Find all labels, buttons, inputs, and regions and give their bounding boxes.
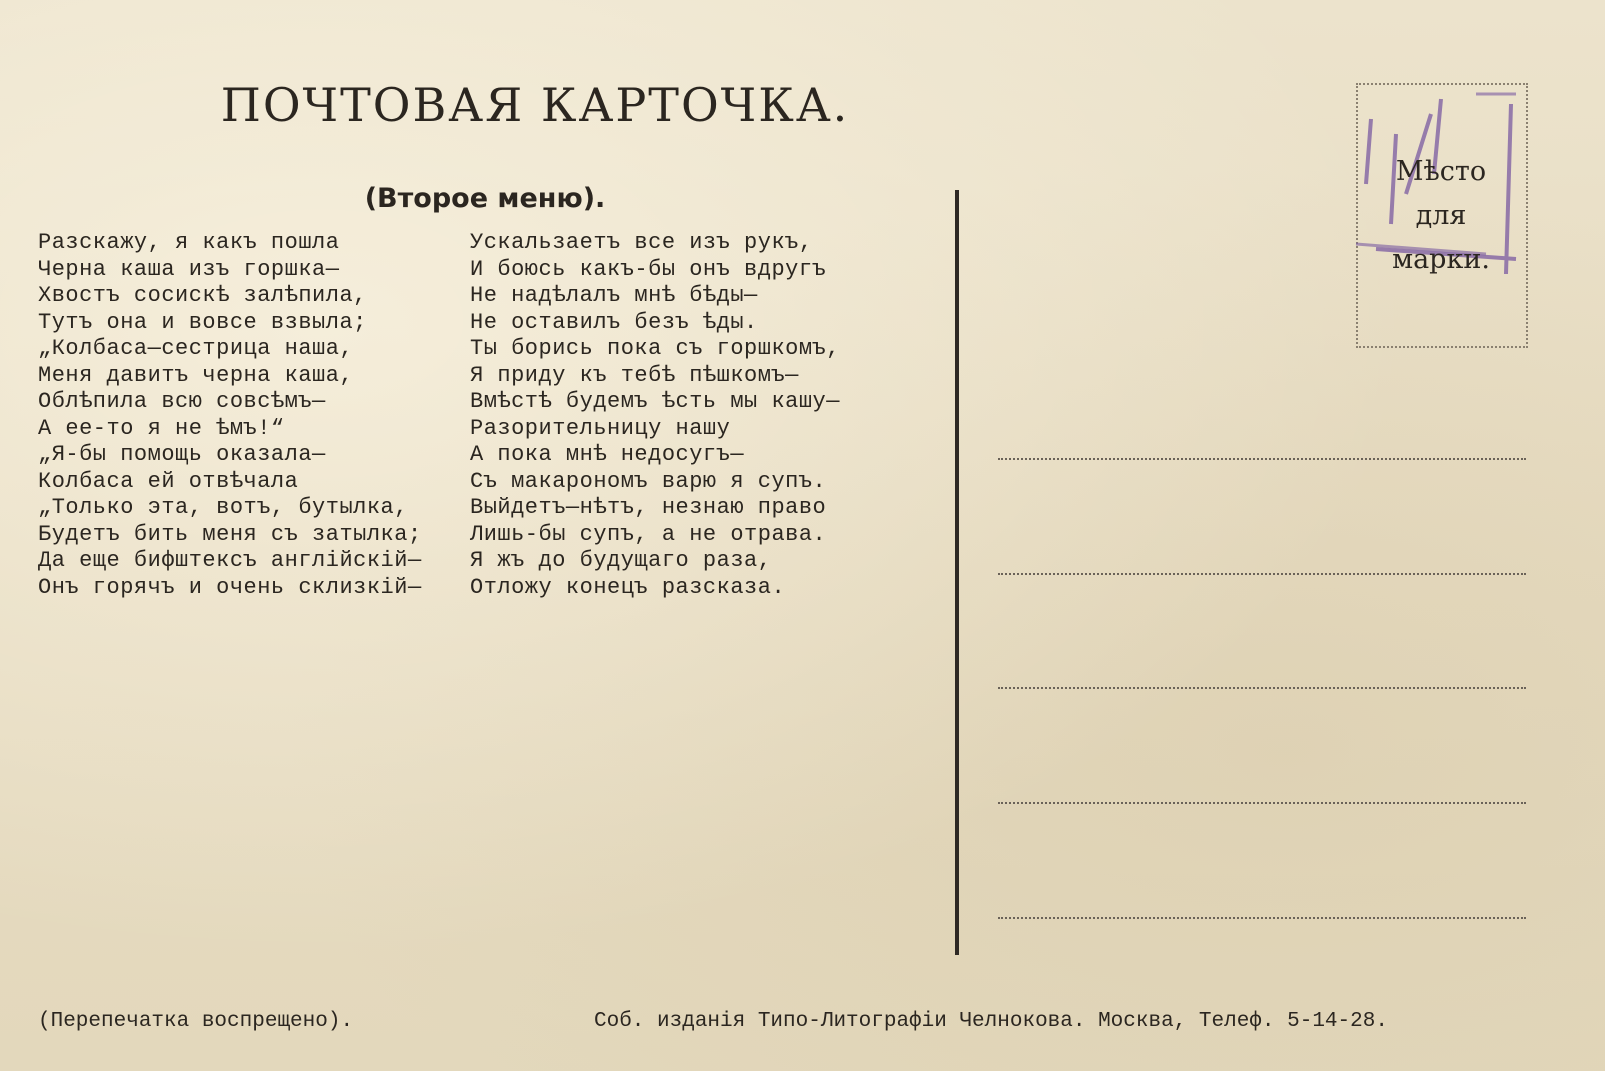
poem-line: Черна каша изъ горшка— (38, 256, 340, 282)
stamp-label-line: Мѣсто (1395, 156, 1487, 187)
poem-line: Онъ горячъ и очень склизкій— (38, 574, 422, 600)
address-line (998, 917, 1526, 919)
vertical-divider (955, 190, 959, 955)
poem-line: Лишь-бы супъ, а не отрава. (470, 521, 827, 547)
poem-line: Разскажу, я какъ пошла (38, 230, 340, 255)
poem-line: Ты борись пока съ горшкомъ, (470, 336, 840, 361)
poem-line: Будетъ бить меня съ затылка; (38, 521, 422, 547)
poem-line: Хвостъ сосискѣ залѣпила, (38, 283, 367, 308)
poem-line: Колбаса ей отвѣчала (38, 468, 299, 494)
poem-right-column (470, 230, 840, 601)
address-line (998, 458, 1526, 460)
poem-line: Отложу конецъ разсказа. (470, 574, 786, 600)
stamp-place-label (1366, 150, 1516, 282)
address-line (998, 802, 1526, 804)
poem-line: „Я-бы помощь оказала— (38, 442, 326, 467)
card-title: ПОЧТОВАЯ КАРТОЧКА. (220, 78, 850, 132)
publisher-imprint: Соб. изданія Типо-Литографіи Челнокова. Москва, Телеф. 5-14-28. (594, 1010, 1388, 1033)
poem-line: Облѣпила всю совсѣмъ— (38, 389, 326, 414)
poem-line: Да еще бифштексъ англійскій— (38, 548, 422, 573)
poem-line: „Только эта, вотъ, бутылка, (38, 495, 408, 520)
address-line (998, 687, 1526, 689)
poem-line: И боюсь какъ-бы онъ вдругъ (470, 256, 827, 282)
reprint-notice: (Перепечатка воспрещено). (38, 1010, 354, 1033)
poem-line: Съ макарономъ варю я супъ. (470, 468, 827, 494)
poem-line: Я жъ до будущаго раза, (470, 548, 772, 573)
poem-line: А пока мнѣ недосугъ— (470, 442, 745, 467)
poem-line: Тутъ она и вовсе взвыла; (38, 309, 367, 335)
stamp-label-line: для (1415, 200, 1467, 231)
stamp-label-line: марки. (1392, 244, 1490, 275)
poem-left-column (38, 230, 422, 601)
poem-line: Не оставилъ безъ ѣды. (470, 309, 758, 335)
poem-line: Выйдетъ—нѣтъ, незнаю право (470, 495, 827, 520)
poem-line: „Колбаса—сестрица наша, (38, 336, 354, 361)
poem-line: Разорительницу нашу (470, 415, 731, 441)
poem-line: Я приду къ тебѣ пѣшкомъ— (470, 362, 799, 388)
poem-line: Не надѣлалъ мнѣ бѣды— (470, 283, 758, 308)
poem-line: Вмѣстѣ будемъ ѣсть мы кашу— (470, 389, 840, 414)
poem-title: (Второе меню). (364, 183, 606, 214)
poem-line: Ускальзаетъ все изъ рукъ, (470, 230, 813, 255)
poem-line: А ее-то я не ѣмъ!“ (38, 415, 285, 441)
address-line (998, 573, 1526, 575)
poem-line: Меня давитъ черна каша, (38, 362, 354, 388)
